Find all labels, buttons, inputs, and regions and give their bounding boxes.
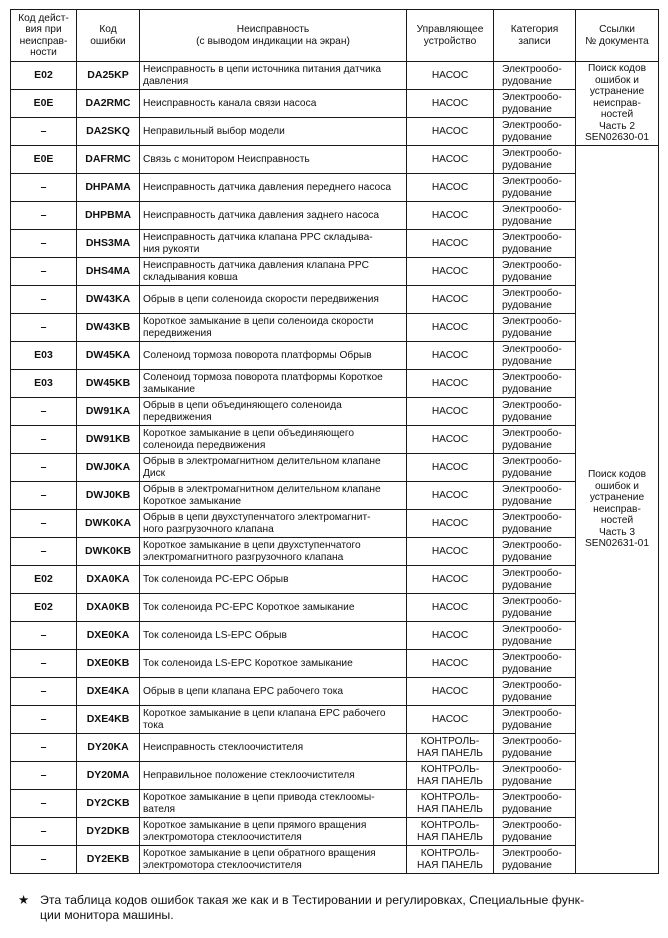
table-row: [11, 174, 659, 202]
control-unit-cell: НАСОС: [407, 258, 494, 286]
control-unit-cell: КОНТРОЛЬ- НАЯ ПАНЕЛЬ: [407, 790, 494, 818]
table-row: [11, 594, 659, 622]
fault-description-cell: Обрыв в электромагнитном делительном клапане Короткое замыкание: [140, 482, 407, 510]
category-cell: Электрообо- рудование: [494, 818, 576, 846]
table-row: [11, 258, 659, 286]
error-code-cell: DY2EKB: [77, 846, 140, 874]
action-code-cell: –: [11, 314, 77, 342]
error-code-cell: DY2CKB: [77, 790, 140, 818]
table-row: [11, 454, 659, 482]
control-unit-cell: НАСОС: [407, 398, 494, 426]
action-code-cell: E0E: [11, 146, 77, 174]
control-unit-cell: НАСОС: [407, 510, 494, 538]
table-row: [11, 622, 659, 650]
action-code-cell: –: [11, 398, 77, 426]
action-code-cell: –: [11, 510, 77, 538]
reference-doc-cell: Поиск кодов ошибок и устранение неисправ- ностей Часть 2 SEN02630-01: [576, 62, 659, 146]
error-code-cell: DW43KB: [77, 314, 140, 342]
control-unit-cell: НАСОС: [407, 370, 494, 398]
error-code-cell: DW91KB: [77, 426, 140, 454]
fault-description-cell: Обрыв в электромагнитном делительном клапане Диск: [140, 454, 407, 482]
table-row: [11, 566, 659, 594]
fault-description-cell: Связь с монитором Неисправность: [140, 146, 407, 174]
error-code-cell: DA25KP: [77, 62, 140, 90]
fault-description-cell: Короткое замыкание в цепи привода стеклоомы- вателя: [140, 790, 407, 818]
fault-description-cell: Короткое замыкание в цепи двухступенчатого электромагнитного разгрузочного клапана: [140, 538, 407, 566]
table-row: [11, 118, 659, 146]
table-row: [11, 286, 659, 314]
category-cell: Электрообо- рудование: [494, 678, 576, 706]
table-row: [11, 706, 659, 734]
action-code-cell: –: [11, 790, 77, 818]
table-row: [11, 342, 659, 370]
action-code-cell: E03: [11, 342, 77, 370]
category-cell: Электрообо- рудование: [494, 454, 576, 482]
fault-description-cell: Неисправность датчика клапана PPC складыва- ния рукояти: [140, 230, 407, 258]
category-cell: Электрообо- рудование: [494, 118, 576, 146]
table-row: [11, 146, 659, 174]
control-unit-cell: НАСОС: [407, 678, 494, 706]
category-cell: Электрообо- рудование: [494, 650, 576, 678]
action-code-cell: E02: [11, 62, 77, 90]
star-icon: ★: [18, 893, 30, 907]
fault-description-cell: Обрыв в цепи объединяющего соленоида передвижения: [140, 398, 407, 426]
table-body: [11, 62, 659, 874]
error-code-cell: DXE0KB: [77, 650, 140, 678]
action-code-cell: –: [11, 650, 77, 678]
table-row: [11, 846, 659, 874]
error-code-cell: DW43KA: [77, 286, 140, 314]
control-unit-cell: КОНТРОЛЬ- НАЯ ПАНЕЛЬ: [407, 818, 494, 846]
control-unit-cell: НАСОС: [407, 62, 494, 90]
control-unit-cell: НАСОС: [407, 706, 494, 734]
control-unit-cell: НАСОС: [407, 286, 494, 314]
category-cell: Электрообо- рудование: [494, 62, 576, 90]
fault-description-cell: Короткое замыкание в цепи обратного вращения электромотора стеклоочистителя: [140, 846, 407, 874]
action-code-cell: –: [11, 454, 77, 482]
control-unit-cell: НАСОС: [407, 342, 494, 370]
control-unit-cell: НАСОС: [407, 622, 494, 650]
action-code-cell: –: [11, 258, 77, 286]
table-row: [11, 202, 659, 230]
error-code-table: [10, 9, 659, 874]
fault-description-cell: Ток соленоида PC-EPC Обрыв: [140, 566, 407, 594]
category-cell: Электрообо- рудование: [494, 230, 576, 258]
fault-description-cell: Ток соленоида LS-EPC Обрыв: [140, 622, 407, 650]
category-cell: Электрообо- рудование: [494, 566, 576, 594]
category-cell: Электрообо- рудование: [494, 202, 576, 230]
error-code-cell: DXA0KB: [77, 594, 140, 622]
table-row: [11, 426, 659, 454]
error-code-cell: DAFRMC: [77, 146, 140, 174]
table-row: [11, 314, 659, 342]
control-unit-cell: НАСОС: [407, 650, 494, 678]
header-action-code: Код дейст- вия при неисправ- ности: [11, 10, 77, 62]
action-code-cell: –: [11, 202, 77, 230]
category-cell: Электрообо- рудование: [494, 314, 576, 342]
table-row: [11, 678, 659, 706]
category-cell: Электрообо- рудование: [494, 370, 576, 398]
category-cell: Электрообо- рудование: [494, 482, 576, 510]
action-code-cell: –: [11, 818, 77, 846]
category-cell: Электрообо- рудование: [494, 734, 576, 762]
fault-description-cell: Ток соленоида LS-EPC Короткое замыкание: [140, 650, 407, 678]
category-cell: Электрообо- рудование: [494, 342, 576, 370]
category-cell: Электрообо- рудование: [494, 594, 576, 622]
control-unit-cell: НАСОС: [407, 538, 494, 566]
control-unit-cell: КОНТРОЛЬ- НАЯ ПАНЕЛЬ: [407, 846, 494, 874]
header-error-code: Код ошибки: [77, 10, 140, 62]
action-code-cell: –: [11, 118, 77, 146]
error-code-cell: DY20MA: [77, 762, 140, 790]
category-cell: Электрообо- рудование: [494, 258, 576, 286]
error-code-cell: DXE4KA: [77, 678, 140, 706]
fault-description-cell: Соленоид тормоза поворота платформы Обрыв: [140, 342, 407, 370]
category-cell: Электрообо- рудование: [494, 146, 576, 174]
table-row: [11, 650, 659, 678]
control-unit-cell: КОНТРОЛЬ- НАЯ ПАНЕЛЬ: [407, 762, 494, 790]
footnote-text: Эта таблица кодов ошибок такая же как и в Тестировании и регулировках, Специальные функ- ции монитора машины.: [40, 893, 585, 922]
action-code-cell: –: [11, 482, 77, 510]
control-unit-cell: НАСОС: [407, 426, 494, 454]
category-cell: Электрообо- рудование: [494, 90, 576, 118]
error-code-cell: DWJ0KA: [77, 454, 140, 482]
category-cell: Электрообо- рудование: [494, 538, 576, 566]
fault-description-cell: Соленоид тормоза поворота платформы Короткое замыкание: [140, 370, 407, 398]
action-code-cell: –: [11, 734, 77, 762]
error-code-cell: DY2DKB: [77, 818, 140, 846]
control-unit-cell: НАСОС: [407, 202, 494, 230]
fault-description-cell: Короткое замыкание в цепи прямого вращения электромотора стеклоочистителя: [140, 818, 407, 846]
table-row: [11, 762, 659, 790]
header-reference: Ссылки № документа: [576, 10, 659, 62]
table-row: [11, 538, 659, 566]
action-code-cell: –: [11, 426, 77, 454]
action-code-cell: –: [11, 846, 77, 874]
action-code-cell: E03: [11, 370, 77, 398]
fault-description-cell: Обрыв в цепи двухступенчатого электромагнит- ного разгрузочного клапана: [140, 510, 407, 538]
fault-description-cell: Неисправность датчика давления заднего насоса: [140, 202, 407, 230]
error-code-cell: DXE0KA: [77, 622, 140, 650]
error-code-cell: DHPBMA: [77, 202, 140, 230]
fault-description-cell: Короткое замыкание в цепи объединяющего соленоида передвижения: [140, 426, 407, 454]
fault-description-cell: Неисправность датчика давления переднего насоса: [140, 174, 407, 202]
category-cell: Электрообо- рудование: [494, 426, 576, 454]
control-unit-cell: НАСОС: [407, 230, 494, 258]
action-code-cell: –: [11, 174, 77, 202]
table-header-row: [11, 10, 659, 62]
table-row: [11, 62, 659, 90]
error-code-cell: DWK0KB: [77, 538, 140, 566]
error-code-cell: DHPAMA: [77, 174, 140, 202]
category-cell: Электрообо- рудование: [494, 622, 576, 650]
header-control-unit: Управляющее устройство: [407, 10, 494, 62]
error-code-cell: DHS3MA: [77, 230, 140, 258]
error-code-cell: DXE4KB: [77, 706, 140, 734]
category-cell: Электрообо- рудование: [494, 762, 576, 790]
table-row: [11, 510, 659, 538]
footnote: [18, 893, 658, 923]
table-row: [11, 230, 659, 258]
control-unit-cell: КОНТРОЛЬ- НАЯ ПАНЕЛЬ: [407, 734, 494, 762]
category-cell: Электрообо- рудование: [494, 846, 576, 874]
category-cell: Электрообо- рудование: [494, 706, 576, 734]
fault-description-cell: Неправильное положение стеклоочистителя: [140, 762, 407, 790]
fault-description-cell: Неисправность датчика давления клапана PPC складывания ковша: [140, 258, 407, 286]
category-cell: Электрообо- рудование: [494, 398, 576, 426]
error-code-cell: DW91KA: [77, 398, 140, 426]
action-code-cell: E0E: [11, 90, 77, 118]
error-code-cell: DY20KA: [77, 734, 140, 762]
category-cell: Электрообо- рудование: [494, 286, 576, 314]
control-unit-cell: НАСОС: [407, 314, 494, 342]
control-unit-cell: НАСОС: [407, 454, 494, 482]
fault-description-cell: Неправильный выбор модели: [140, 118, 407, 146]
control-unit-cell: НАСОС: [407, 146, 494, 174]
control-unit-cell: НАСОС: [407, 594, 494, 622]
control-unit-cell: НАСОС: [407, 90, 494, 118]
fault-description-cell: Обрыв в цепи клапана EPC рабочего тока: [140, 678, 407, 706]
error-code-cell: DXA0KA: [77, 566, 140, 594]
table-row: [11, 734, 659, 762]
action-code-cell: –: [11, 622, 77, 650]
category-cell: Электрообо- рудование: [494, 510, 576, 538]
action-code-cell: –: [11, 286, 77, 314]
control-unit-cell: НАСОС: [407, 482, 494, 510]
table-row: [11, 818, 659, 846]
action-code-cell: –: [11, 706, 77, 734]
action-code-cell: E02: [11, 594, 77, 622]
error-code-cell: DA2SKQ: [77, 118, 140, 146]
action-code-cell: –: [11, 538, 77, 566]
error-code-cell: DW45KB: [77, 370, 140, 398]
header-category: Категория записи: [494, 10, 576, 62]
category-cell: Электрообо- рудование: [494, 174, 576, 202]
fault-description-cell: Неисправность стеклоочистителя: [140, 734, 407, 762]
fault-description-cell: Короткое замыкание в цепи клапана EPC рабочего тока: [140, 706, 407, 734]
fault-description-cell: Обрыв в цепи соленоида скорости передвижения: [140, 286, 407, 314]
error-code-cell: DWJ0KB: [77, 482, 140, 510]
control-unit-cell: НАСОС: [407, 174, 494, 202]
table-row: [11, 90, 659, 118]
fault-description-cell: Неисправность в цепи источника питания датчика давления: [140, 62, 407, 90]
category-cell: Электрообо- рудование: [494, 790, 576, 818]
table-row: [11, 398, 659, 426]
fault-description-cell: Ток соленоида PC-EPC Короткое замыкание: [140, 594, 407, 622]
action-code-cell: –: [11, 230, 77, 258]
table-row: [11, 370, 659, 398]
table-row: [11, 482, 659, 510]
fault-description-cell: Короткое замыкание в цепи соленоида скорости передвижения: [140, 314, 407, 342]
action-code-cell: –: [11, 678, 77, 706]
reference-doc-cell: Поиск кодов ошибок и устранение неисправ- ностей Часть 3 SEN02631-01: [576, 146, 659, 874]
header-fault: Неисправность (с выводом индикации на экран): [140, 10, 407, 62]
action-code-cell: E02: [11, 566, 77, 594]
error-code-cell: DW45KA: [77, 342, 140, 370]
error-code-cell: DA2RMC: [77, 90, 140, 118]
control-unit-cell: НАСОС: [407, 566, 494, 594]
fault-description-cell: Неисправность канала связи насоса: [140, 90, 407, 118]
error-code-cell: DHS4MA: [77, 258, 140, 286]
action-code-cell: –: [11, 762, 77, 790]
error-code-cell: DWK0KA: [77, 510, 140, 538]
table-row: [11, 790, 659, 818]
control-unit-cell: НАСОС: [407, 118, 494, 146]
